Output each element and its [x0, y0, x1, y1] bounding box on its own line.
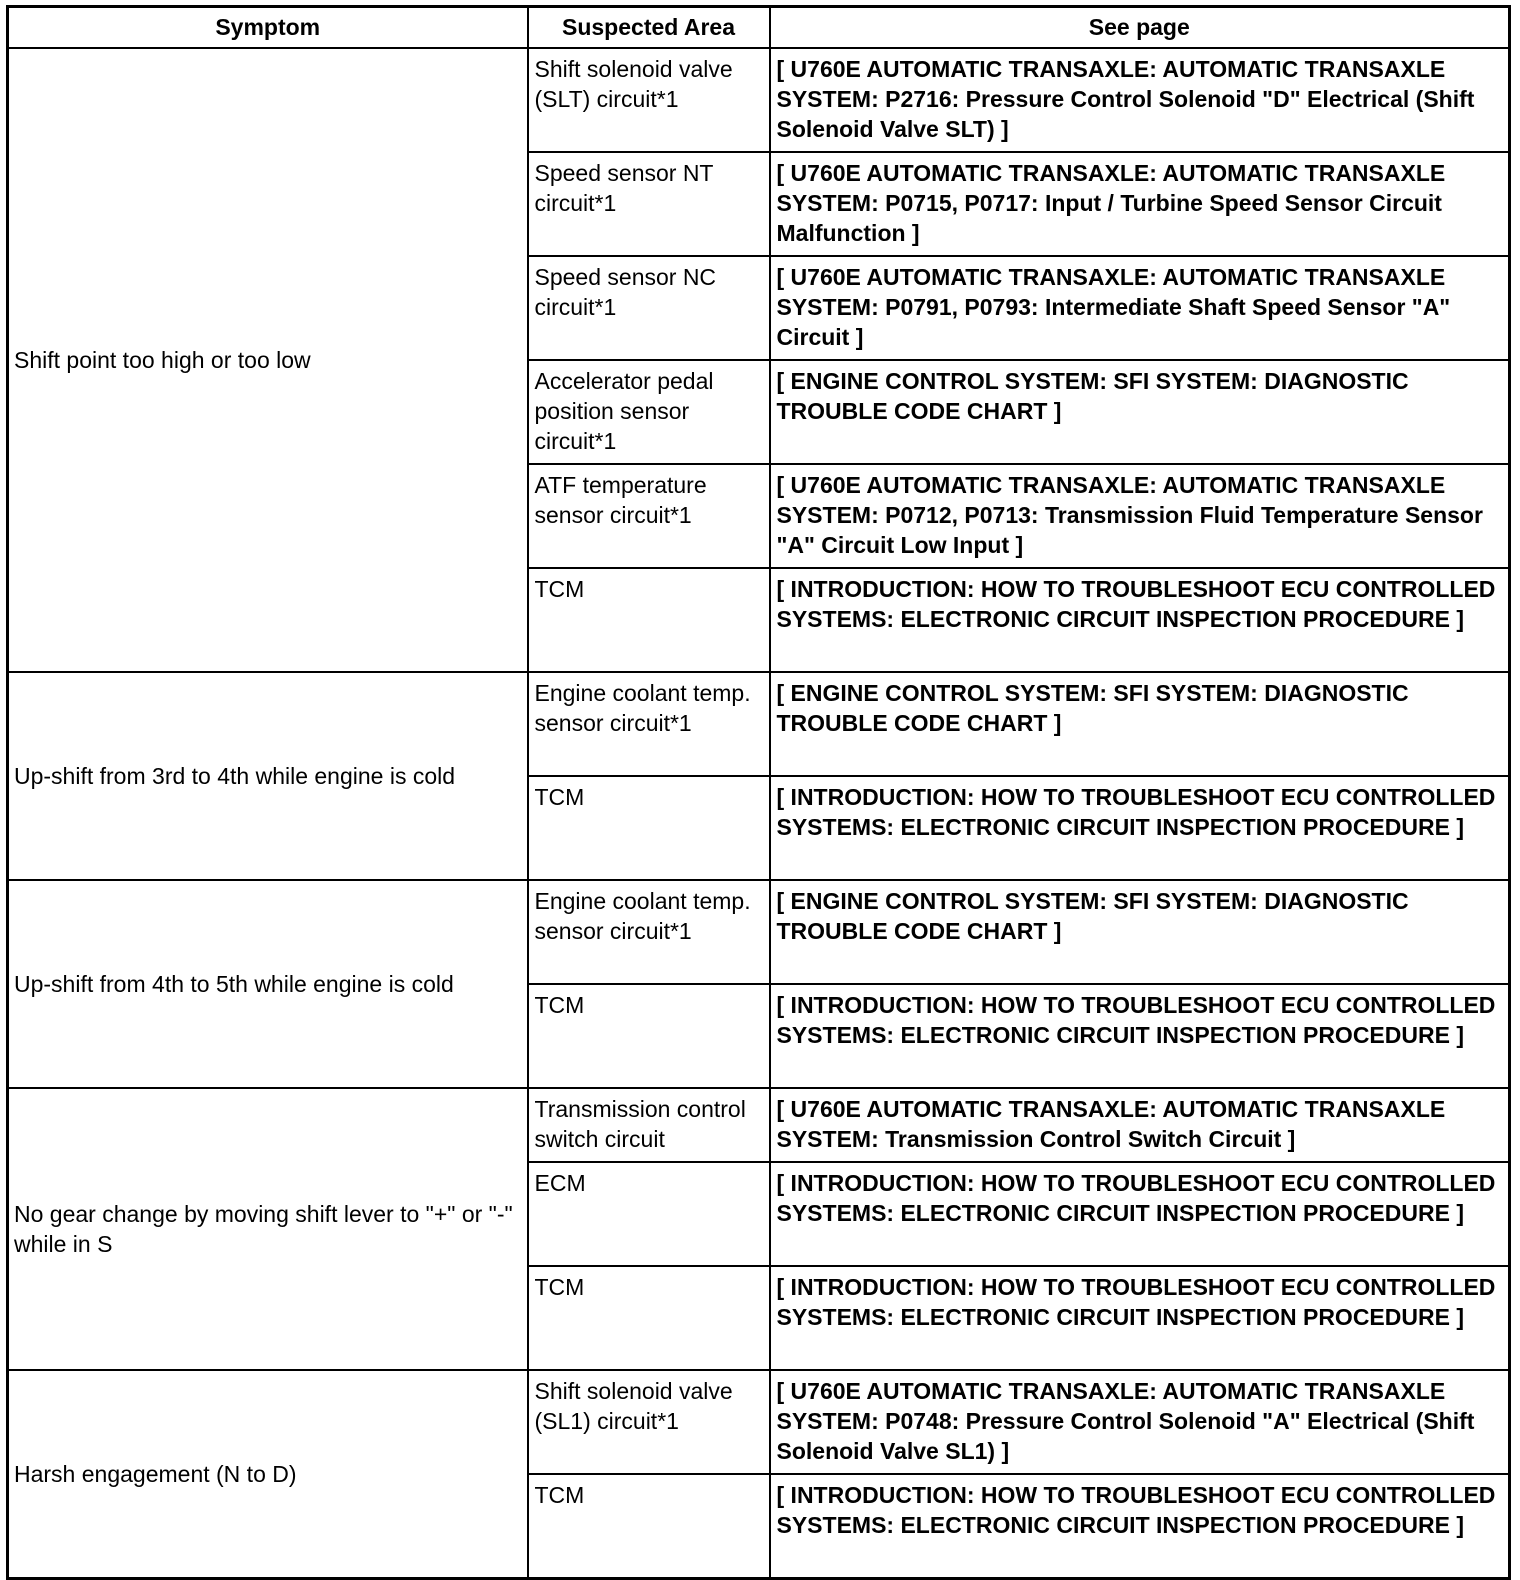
see-page-link[interactable]: [ U760E AUTOMATIC TRANSAXLE: AUTOMATIC TRANSAXLE SYSTEM: P0748: Pressure Control Solenoid "A" Electrical (Shift Solenoid Valve SL1) ] [770, 1370, 1510, 1474]
see-page-link[interactable]: [ U760E AUTOMATIC TRANSAXLE: AUTOMATIC TRANSAXLE SYSTEM: P0715, P0717: Input / Turbine Speed Sensor Circuit Malfunction ] [770, 152, 1510, 256]
see-page-link[interactable]: [ INTRODUCTION: HOW TO TROUBLESHOOT ECU CONTROLLED SYSTEMS: ELECTRONIC CIRCUIT INSPECTION PROCEDURE ] [770, 1474, 1510, 1579]
suspected-area-cell: Speed sensor NC circuit*1 [528, 256, 770, 360]
see-page-link[interactable]: [ U760E AUTOMATIC TRANSAXLE: AUTOMATIC TRANSAXLE SYSTEM: P0712, P0713: Transmission Fluid Temperature Sensor "A" Circuit Low Input ] [770, 464, 1510, 568]
symptom-cell: No gear change by moving shift lever to "+" or "-" while in S [8, 1088, 528, 1370]
see-page-link[interactable]: [ INTRODUCTION: HOW TO TROUBLESHOOT ECU CONTROLLED SYSTEMS: ELECTRONIC CIRCUIT INSPECTION PROCEDURE ] [770, 1162, 1510, 1266]
symptom-cell: Up-shift from 4th to 5th while engine is cold [8, 880, 528, 1088]
suspected-area-cell: TCM [528, 1266, 770, 1370]
suspected-area-cell: TCM [528, 568, 770, 672]
table-row [8, 672, 1510, 776]
see-page-link[interactable]: [ U760E AUTOMATIC TRANSAXLE: AUTOMATIC TRANSAXLE SYSTEM: Transmission Control Switch Circuit ] [770, 1088, 1510, 1162]
symptom-cell: Harsh engagement (N to D) [8, 1370, 528, 1579]
suspected-area-cell: Speed sensor NT circuit*1 [528, 152, 770, 256]
see-page-link[interactable]: [ INTRODUCTION: HOW TO TROUBLESHOOT ECU CONTROLLED SYSTEMS: ELECTRONIC CIRCUIT INSPECTION PROCEDURE ] [770, 568, 1510, 672]
suspected-area-cell: Engine coolant temp. sensor circuit*1 [528, 880, 770, 984]
suspected-area-cell: Accelerator pedal position sensor circuit*1 [528, 360, 770, 464]
see-page-link[interactable]: [ ENGINE CONTROL SYSTEM: SFI SYSTEM: DIAGNOSTIC TROUBLE CODE CHART ] [770, 360, 1510, 464]
symptom-cell: Shift point too high or too low [8, 48, 528, 672]
header-see-page: See page [770, 7, 1510, 49]
table-row [8, 1088, 1510, 1162]
suspected-area-cell: TCM [528, 984, 770, 1088]
symptom-cell: Up-shift from 3rd to 4th while engine is cold [8, 672, 528, 880]
see-page-link[interactable]: [ INTRODUCTION: HOW TO TROUBLESHOOT ECU CONTROLLED SYSTEMS: ELECTRONIC CIRCUIT INSPECTION PROCEDURE ] [770, 1266, 1510, 1370]
suspected-area-cell: Engine coolant temp. sensor circuit*1 [528, 672, 770, 776]
header-suspected-area: Suspected Area [528, 7, 770, 49]
suspected-area-cell: Shift solenoid valve (SL1) circuit*1 [528, 1370, 770, 1474]
see-page-link[interactable]: [ INTRODUCTION: HOW TO TROUBLESHOOT ECU CONTROLLED SYSTEMS: ELECTRONIC CIRCUIT INSPECTION PROCEDURE ] [770, 776, 1510, 880]
see-page-link[interactable]: [ ENGINE CONTROL SYSTEM: SFI SYSTEM: DIAGNOSTIC TROUBLE CODE CHART ] [770, 672, 1510, 776]
suspected-area-cell: ECM [528, 1162, 770, 1266]
table-row [8, 48, 1510, 152]
suspected-area-cell: TCM [528, 1474, 770, 1579]
header-row [8, 7, 1510, 49]
table-row [8, 880, 1510, 984]
see-page-link[interactable]: [ INTRODUCTION: HOW TO TROUBLESHOOT ECU CONTROLLED SYSTEMS: ELECTRONIC CIRCUIT INSPECTION PROCEDURE ] [770, 984, 1510, 1088]
suspected-area-cell: TCM [528, 776, 770, 880]
symptom-table [6, 5, 1511, 1580]
suspected-area-cell: ATF temperature sensor circuit*1 [528, 464, 770, 568]
header-symptom: Symptom [8, 7, 528, 49]
see-page-link[interactable]: [ ENGINE CONTROL SYSTEM: SFI SYSTEM: DIAGNOSTIC TROUBLE CODE CHART ] [770, 880, 1510, 984]
see-page-link[interactable]: [ U760E AUTOMATIC TRANSAXLE: AUTOMATIC TRANSAXLE SYSTEM: P2716: Pressure Control Solenoid "D" Electrical (Shift Solenoid Valve SLT) ] [770, 48, 1510, 152]
suspected-area-cell: Shift solenoid valve (SLT) circuit*1 [528, 48, 770, 152]
see-page-link[interactable]: [ U760E AUTOMATIC TRANSAXLE: AUTOMATIC TRANSAXLE SYSTEM: P0791, P0793: Intermediate Shaft Speed Sensor "A" Circuit ] [770, 256, 1510, 360]
table-row [8, 1370, 1510, 1474]
suspected-area-cell: Transmission control switch circuit [528, 1088, 770, 1162]
